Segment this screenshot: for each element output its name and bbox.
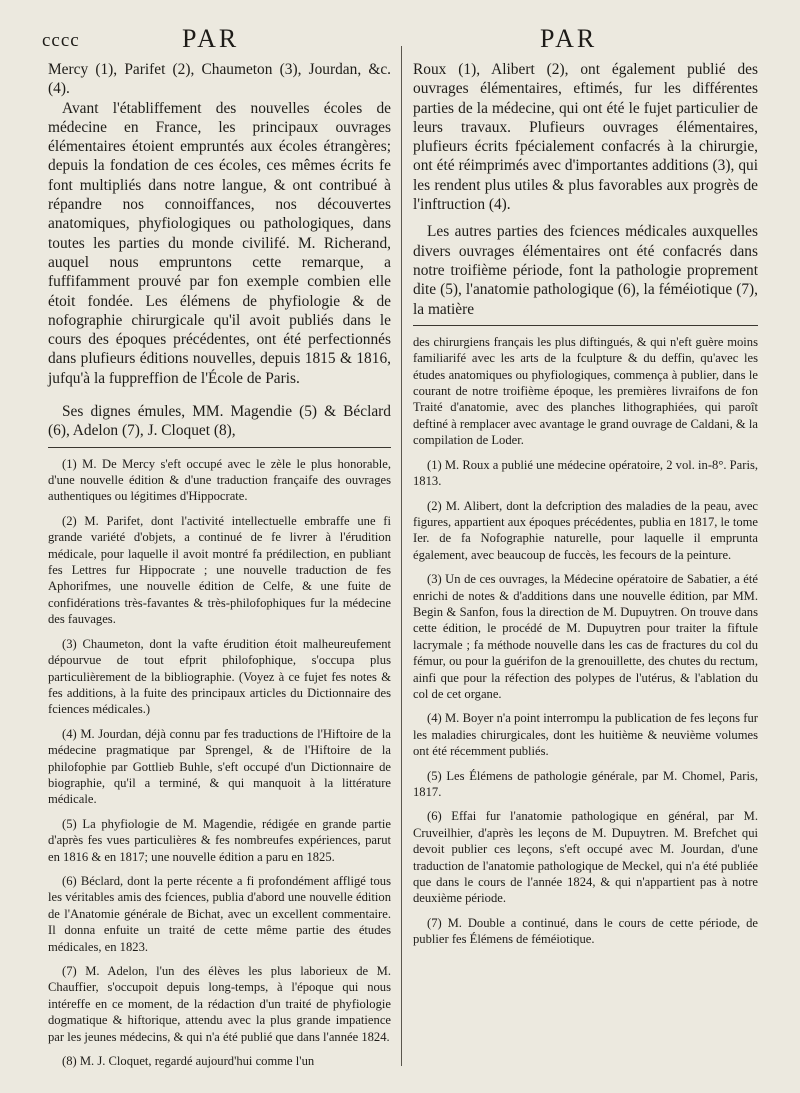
body-paragraph: Mercy (1), Parifet (2), Chaumeton (3), Jourdan, &c. (4). (48, 61, 391, 98)
footnote-rule (413, 325, 758, 326)
left-column (48, 60, 391, 1069)
footnote: (6) Béclard, dont la perte récente a fi profondément affligé tous les véritables amis des fciences, publia d'abord une nouvelle édition de l'Anatomie générale de Bichat, avec un excellent commentaire. Il donna enfuite un traité de cette même partie des études médicales, en 1823. (48, 873, 391, 954)
footnote: (4) M. Boyer n'a point interrompu la publication de fes leçons fur les maladies chirurgicales, dont les huitième & neuvième volumes ont été récemment publiés. (413, 711, 758, 759)
footnote: (7) M. Double a continué, dans le cours de cette période, de publier fes Élémens de féméiotique. (413, 915, 758, 947)
running-header (0, 22, 800, 58)
footnote: (3) Chaumeton, dont la vafte érudition étoit malheureufement dépourvue de tout efprit philofophique, s'occupa plus particulièrement de la bibliographie. (Voyez à ce fujet fes notes & fes additions, à la fuite des principaux articles du Dictionnaire des fciences médicales.) (48, 636, 391, 717)
body-paragraph: Ses dignes émules, MM. Magendie (5) & Béclard (6), Adelon (7), J. Cloquet (8), (48, 403, 391, 440)
page-number: cccc (42, 30, 80, 51)
right-column (413, 60, 758, 948)
footnote: (4) M. Jourdan, déjà connu par fes traductions de l'Hiftoire de la médecine pragmatique par Sprengel, & de l'Hiftoire de la philofophie par Gottlieb Buhle, s'eft occupé d'un Dictionnaire de biographie, qu'il a terminé, & qui manquoit à la littérature médicale. (48, 726, 391, 807)
footnote-rule (48, 447, 391, 448)
body-paragraph: Roux (1), Alibert (2), ont également publié des ouvrages élémentaires, eftimés, fur les différentes parties de la médecine, qui ont été le fujet particulier de leurs travaux. Plufieurs ouvrages élémentaires, plufieurs écrits fpécialement confacrés à la chirurgie, ont été réimprimés avec d'importantes additions (3), qui les rendent plus utiles & plus favorables aux progrès de l'inftruction (4). (413, 61, 758, 214)
running-title-right: PAR (540, 24, 598, 53)
column-divider (401, 46, 402, 1066)
footnote: (3) Un de ces ouvrages, la Médecine opératoire de Sabatier, a été enrichi de notes & d'additions dans une nouvelle édition, par MM. Begin & Sanfon, fous la direction de M. Dupuytren. On trouve dans cette édition, le procédé de M. Dupuytren pour traiter la fiftule lacrymale ; fa méthode nouvelle dans les cas de fractures du col du fémur, ou pour la guérifon de la grenouillette, des chutes du rectum, ainfi que pour la réfection des polypes de l'utérus, & l'ablation du col de cet organe. (413, 572, 758, 701)
footnote: (1) M. De Mercy s'eft occupé avec le zèle le plus honorable, d'une nouvelle édition & d'une traduction françaife des ouvrages authentiques ou légitimes d'Hippocrate. (48, 456, 391, 504)
footnote: (1) M. Roux a publié une médecine opératoire, 2 vol. in-8°. Paris, 1813. (413, 457, 758, 489)
body-paragraph: Les autres parties des fciences médicales auxquelles divers ouvrages élémentaires ont été confacrés dans notre troifième période, font la pathologie proprement dite (5), l'anatomie pathologique (6), la féméiotique (7), la matière (413, 223, 758, 318)
footnote: (2) M. Alibert, dont la defcription des maladies de la peau, avec figures, appartient aux époques précédentes, publia en 1817, le tome Ier. de fa Nofographie naturelle, pour laquelle il emprunta également, avec beaucoup de fuccès, les fecours de la peinture. (413, 498, 758, 562)
footnote: (8) M. J. Cloquet, regardé aujourd'hui comme l'un (62, 1054, 315, 1069)
footnote: (6) Effai fur l'anatomie pathologique en général, par M. Cruveilhier, d'après les leçons de M. Dupuytren. M. Brefchet qui devoit publier ces leçons, s'eft occupé avec M. Jourdan, d'une traduction de l'anatomie pathologique de Meckel, qui n'a été publiée que dans le cours de l'année 1824, & qui n'appartient pas à notre deuxième période. (413, 809, 758, 906)
footnote: (5) La phyfiologie de M. Magendie, rédigée en grande partie d'après fes vues particulières & fes nombreufes expériences, parut en 1816 & en 1817; une nouvelle édition a paru en 1825. (48, 816, 391, 864)
footnote-continuation: des chirurgiens français les plus diftingués, & qui n'eft guère moins familiarifé avec les arts de la fculpture & du deffin, qu'avec les études anatomiques ou phyfiologiques, commença à publier, dans le courant de notre troifième époque, les premières livraifons de fon Traité d'anatomie, avec des planches lithographiées, qui paroît deftiné à remplacer avec avantage le grand ouvrage de Caldani, & la compilation de Loder. (413, 334, 758, 448)
footnote: (5) Les Élémens de pathologie générale, par M. Chomel, Paris, 1817. (413, 768, 758, 800)
footnote: (2) M. Parifet, dont l'activité intellectuelle embraffe une fi grande variété d'objets, a continué de fe livrer à l'érudition médicale, pour laquelle il avoit montré fa prédilection, en publiant fes Lettres fur Hippocrate ; une nouvelle traduction de fes Aphorifmes, une nouvelle édition de Celfe, & une fuite de confidérations très-favantes & très-philofophiques fur la médecine des fauvages. (48, 513, 391, 627)
running-title-left: PAR (182, 24, 240, 53)
footnote: (7) M. Adelon, l'un des élèves les plus laborieux de M. Chauffier, s'occupoit depuis long-temps, à l'époque qui nous intéreffe en ce moment, de la rédaction d'un traité de phyfiologie dogmatique & hiftorique, attendu avec la plus grande impatience par les jeunes médecins, & qui n'a été publié que dans l'année 1824. (48, 964, 391, 1044)
body-paragraph: Avant l'établiffement des nouvelles écoles de médecine en France, les principaux ouvrages élémentaires étoient empruntés aux écoles étrangères; depuis la fondation de ces écoles, ces mêmes écrits fe font multipliés dans notre langue, & ont contribué à répandre nos connoiffances, nos découvertes anatomiques, phyfiologiques ou pathologiques, dans toutes les parties du monde civilifé. M. Richerand, auquel nous empruntons cette remarque, a fuffifamment prouvé par fon exemple combien elle étoit fondée. Les élémens de phyfiologie & de nofographie chirurgicale qu'il avoit publiés dans le cours des époques précédentes, ont été perfectionnés dans plufieurs éditions nouvelles, depuis 1815 & 1816, jufqu'à la fuppreffion de l'École de Paris. (48, 99, 391, 387)
